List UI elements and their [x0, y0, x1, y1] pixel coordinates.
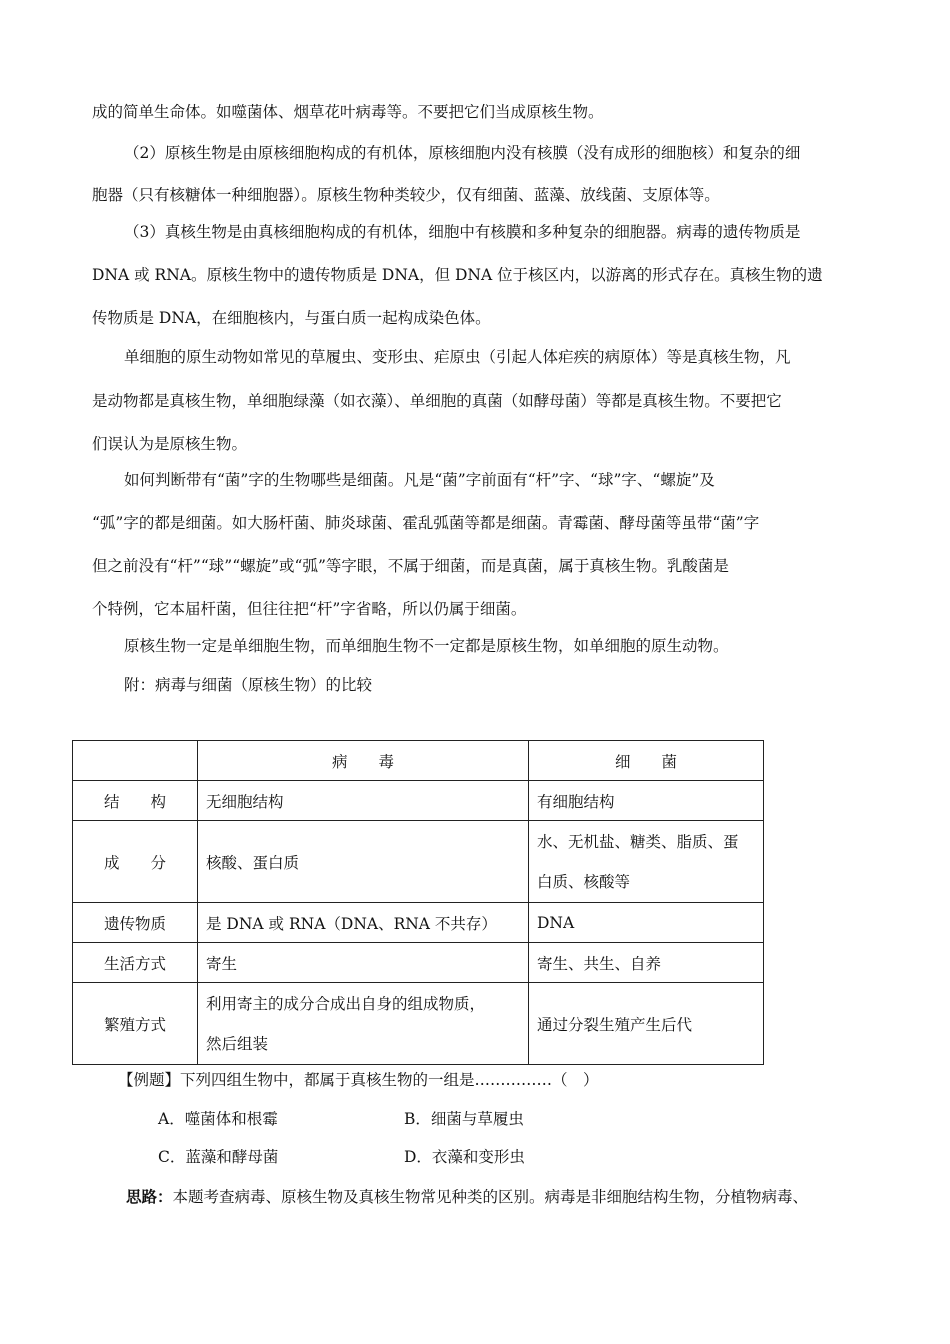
bacteria-cell: 通过分裂生殖产生后代	[529, 983, 764, 1065]
paragraph-line: 成的简单生命体。如噬菌体、烟草花叶病毒等。不要把它们当成原核生物。	[92, 103, 604, 121]
virus-cell: 寄生	[198, 943, 529, 983]
table-header-virus: 病 毒	[198, 741, 529, 781]
virus-cell-line: 利用寄主的成分合成出自身的组成物质，	[206, 994, 486, 1013]
example-tag: 【例题】	[118, 1071, 181, 1089]
paragraph-line: 们误认为是原核生物。	[92, 435, 248, 453]
row-label: 繁殖方式	[73, 983, 198, 1065]
row-label: 遗传物质	[73, 903, 198, 943]
table-row	[73, 903, 764, 943]
paragraph-line: “弧”字的都是细菌。如大肠杆菌、肺炎球菌、霍乱弧菌等都是细菌。青霉菌、酵母菌等虽带“菌”字	[92, 514, 760, 532]
paragraph-line: （2）原核生物是由原核细胞构成的有机体，原核细胞内没有核膜（没有成形的细胞核）和复杂的细	[124, 144, 801, 162]
paragraph-line: 原核生物一定是单细胞生物，而单细胞生物不一定都是原核生物，如单细胞的原生动物。	[124, 637, 729, 655]
table-header-empty	[73, 741, 198, 781]
paragraph-line: 但之前没有“杆”“球”“螺旋”或“弧”等字眼，不属于细菌，而是真菌，属于真核生物。乳酸菌是	[92, 557, 729, 575]
row-label: 结 构	[73, 781, 198, 821]
example-question	[118, 1068, 599, 1090]
bacteria-cell: DNA	[529, 903, 764, 943]
table-row	[73, 781, 764, 821]
table-header-row	[73, 741, 764, 781]
virus-cell: 是 DNA 或 RNA（DNA、RNA 不共存）	[198, 903, 529, 943]
paragraph-line: 如何判断带有“菌”字的生物哪些是细菌。凡是“菌”字前面有“杆”字、“球”字、“螺旋”及	[124, 471, 715, 489]
hint-label: 思路：	[126, 1187, 173, 1206]
hint-line	[126, 1185, 808, 1207]
virus-cell: 无细胞结构	[198, 781, 529, 821]
bacteria-cell: 有细胞结构	[529, 781, 764, 821]
table-row	[73, 983, 764, 1065]
bacteria-cell: 寄生、共生、自养	[529, 943, 764, 983]
paragraph-line: 个特例，它本届杆菌，但往往把“杆”字省略，所以仍属于细菌。	[92, 600, 527, 618]
paragraph-line: 传物质是 DNA，在细胞核内，与蛋白质一起构成染色体。	[92, 309, 491, 327]
bacteria-cell-line: 白质、核酸等	[537, 872, 631, 891]
example-question-text: 下列四组生物中，都属于真核生物的一组是……………（ ）	[180, 1071, 599, 1089]
table-header-bacteria: 细 菌	[529, 741, 764, 781]
paragraph-line: DNA 或 RNA。原核生物中的遗传物质是 DNA，但 DNA 位于核区内，以游离的形式存在。真核生物的遗	[92, 266, 823, 284]
appendix-caption: 附：病毒与细菌（原核生物）的比较	[124, 676, 373, 694]
virus-cell: 核酸、蛋白质	[198, 821, 529, 903]
table-row	[73, 821, 764, 903]
comparison-table	[72, 740, 764, 1065]
option-a: A．噬菌体和根霉	[158, 1110, 278, 1128]
row-label: 生活方式	[73, 943, 198, 983]
paragraph-line: 胞器（只有核糖体一种细胞器）。原核生物种类较少，仅有细菌、蓝藻、放线菌、支原体等。	[92, 186, 720, 204]
hint-text: 本题考查病毒、原核生物及真核生物常见种类的区别。病毒是非细胞结构生物，分植物病毒、	[172, 1188, 809, 1206]
table-row	[73, 943, 764, 983]
row-label: 成 分	[73, 821, 198, 903]
option-d: D．衣藻和变形虫	[404, 1148, 525, 1166]
bacteria-cell	[529, 821, 764, 903]
virus-cell-line: 然后组装	[206, 1034, 269, 1053]
paragraph-line: 是动物都是真核生物，单细胞绿藻（如衣藻）、单细胞的真菌（如酵母菌）等都是真核生物。不要把它	[92, 392, 782, 410]
virus-cell	[198, 983, 529, 1065]
option-c: C．蓝藻和酵母菌	[158, 1148, 279, 1166]
paragraph-line: （3）真核生物是由真核细胞构成的有机体，细胞中有核膜和多种复杂的细胞器。病毒的遗传物质是	[124, 223, 801, 241]
bacteria-cell-line: 水、无机盐、糖类、脂质、蛋	[537, 832, 739, 851]
paragraph-line: 单细胞的原生动物如常见的草履虫、变形虫、疟原虫（引起人体疟疾的病原体）等是真核生物，凡	[124, 348, 791, 366]
option-b: B．细菌与草履虫	[404, 1110, 524, 1128]
